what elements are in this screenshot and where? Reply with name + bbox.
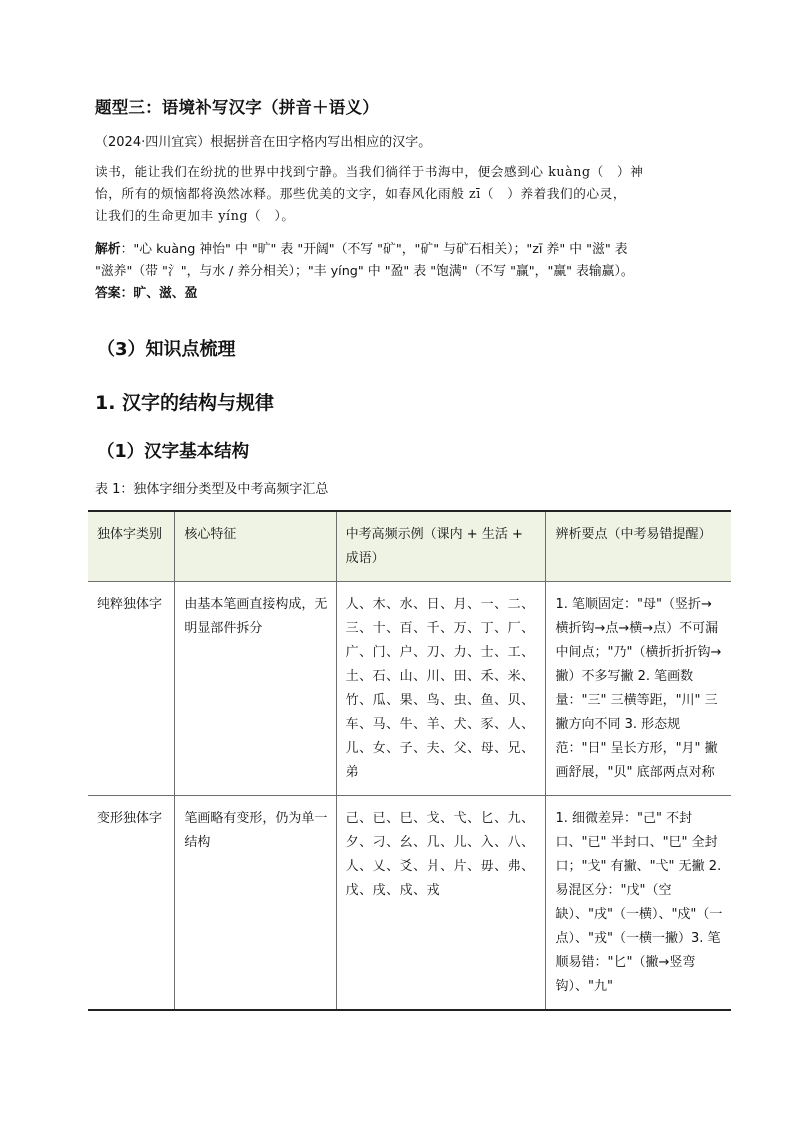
analysis-text: ："心 kuàng 神怡" 中 "旷" 表 "开阔"（不写 "矿"，"矿" 与矿石相关）；"zī 养" 中 "滋" 表 xyxy=(120,242,628,257)
cell-category: 纯粹独体字 xyxy=(88,582,175,796)
passage-line: 怡，所有的烦恼都将涣然冰释。那些优美的文字，如春风化雨般 zī（ ）养着我们的心灵， xyxy=(95,186,627,201)
analysis-line xyxy=(95,239,715,261)
question-source: （2024·四川宜宾）根据拼音在田字格内写出相应的汉字。 xyxy=(95,135,432,150)
cell-notes: 1. 笔顺固定："母"（竖折→横折钩→点→横→点）不可漏中间点；"乃"（横折折折钩→撇）不多写撇 2. 笔画数量："三" 三横等距，"川" 三撇方向不同 3. 形态规范："日" 呈长方形，"月" 撇画舒展，"贝" 底部两点对称 xyxy=(546,582,731,796)
cell-notes: 1. 细微差异："己" 不封口、"已" 半封口、"巳" 全封口；"戈" 有撇、"弋" 无撇 2. 易混区分："戊"（空缺）、"戌"（一横）、"戍"（一点）、"戎"（一横一撇）3. 笔顺易错："匕"（撇→竖弯钩）、"九" xyxy=(546,796,731,1011)
cell-feature: 由基本笔画直接构成，无明显部件拆分 xyxy=(175,582,336,796)
answer-line xyxy=(95,283,715,305)
heading-structure-rules: 1. 汉字的结构与规律 xyxy=(95,392,275,414)
passage-line: 读书，能让我们在纷扰的世界中找到宁静。当我们徜徉于书海中，便会感到心 kuàng（ ）神 xyxy=(95,164,644,179)
header-category: 独体字类别 xyxy=(88,511,175,582)
table-row xyxy=(88,582,731,796)
single-character-table xyxy=(88,510,731,1011)
subheading-basic-structure: （1）汉字基本结构 xyxy=(97,442,250,462)
question-type-heading: 题型三：语境补写汉字（拼音＋语义） xyxy=(95,98,379,117)
reading-passage xyxy=(95,161,715,227)
header-feature: 核心特征 xyxy=(175,511,336,582)
table-caption: 表 1：独体字细分类型及中考高频字汇总 xyxy=(95,482,329,497)
table-header-row xyxy=(88,511,731,582)
section-heading-knowledge: （3）知识点梳理 xyxy=(97,339,236,360)
cell-feature: 笔画略有变形，仍为单一结构 xyxy=(175,796,336,1011)
table-row xyxy=(88,796,731,1011)
analysis-line: "滋养"（带 "氵"，与水 / 养分相关）；"丰 yíng" 中 "盈" 表 "饱满"（不写 "赢"，"赢" 表输赢）。 xyxy=(95,264,634,279)
cell-examples: 己、已、巳、戈、弋、匕、九、夕、刁、幺、几、儿、入、八、人、乂、爻、爿、片、毋、弗、戊、戌、戍、戎 xyxy=(336,796,546,1011)
analysis-block xyxy=(95,239,715,305)
header-examples: 中考高频示例（课内 + 生活 + 成语） xyxy=(336,511,546,582)
answer-text: ：旷、滋、盈 xyxy=(120,286,198,301)
analysis-label: 解析 xyxy=(95,242,121,257)
answer-label: 答案 xyxy=(95,286,121,301)
cell-examples: 人、木、水、日、月、一、二、三、十、百、千、万、丁、厂、广、门、户、刀、力、士、工、土、石、山、川、田、禾、米、竹、瓜、果、鸟、虫、鱼、贝、车、马、牛、羊、犬、豕、人、儿、女、子、夫、父、母、兄、弟 xyxy=(336,582,546,796)
cell-category: 变形独体字 xyxy=(88,796,175,1011)
passage-line: 让我们的生命更加丰 yíng（ ）。 xyxy=(95,208,295,223)
header-notes: 辨析要点（中考易错提醒） xyxy=(546,511,731,582)
